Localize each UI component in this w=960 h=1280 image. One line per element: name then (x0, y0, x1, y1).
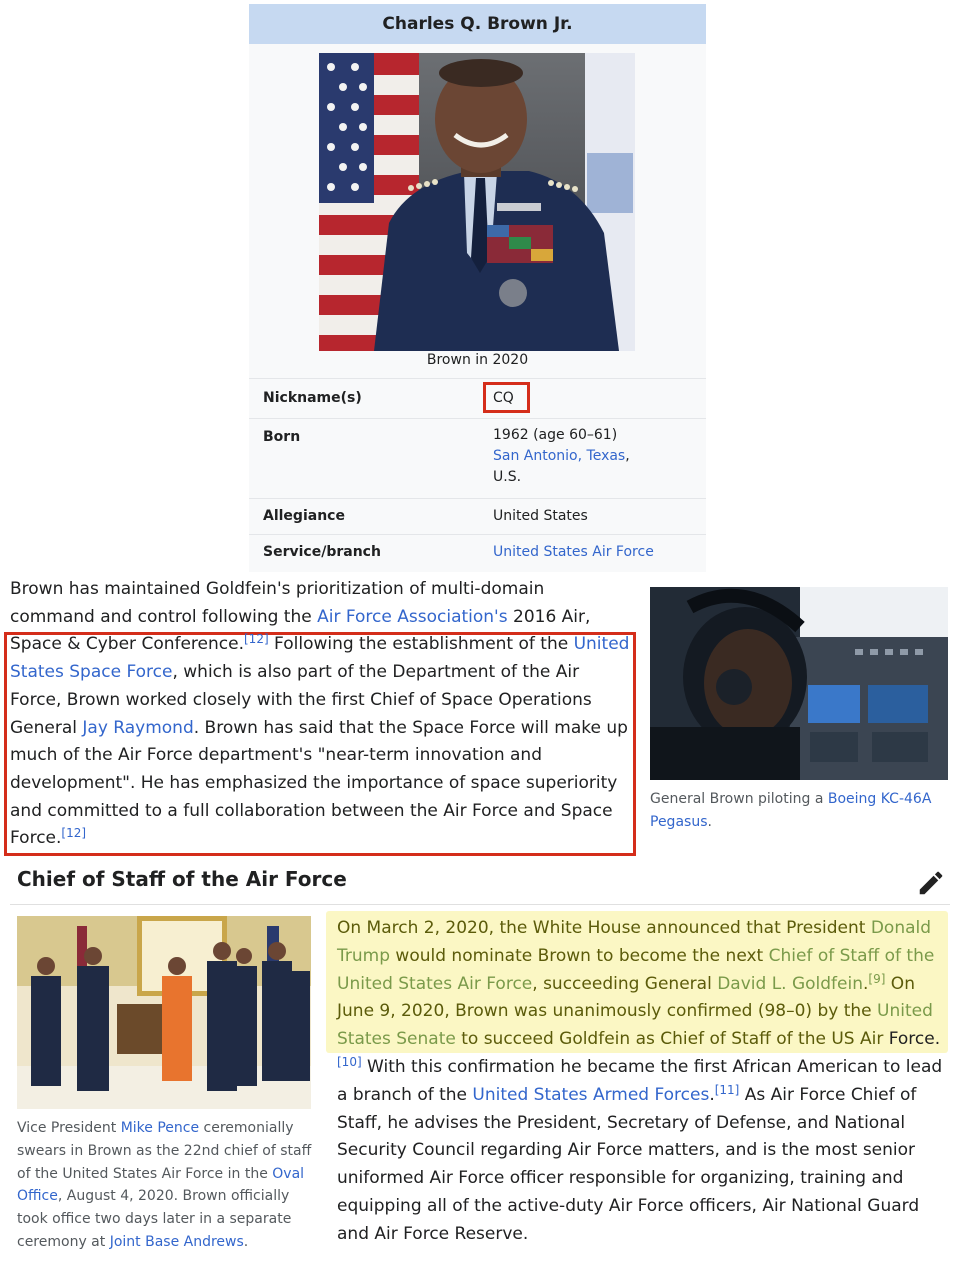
infobox-caption: Brown in 2020 (426, 352, 529, 368)
oval-office-link[interactable]: Oval Office (17, 1165, 305, 1205)
text: As Air Force Chief of Staff, he advises the President, Secretary of Defense, and National Security Council regarding Air Force matters, and is the most senior uniformed Air Force officer responsible for organizing, training and equipping all of the active-duty Air Force officers, Air National Guard and Air Force Reserve. (337, 1084, 920, 1244)
reference-11[interactable]: [11] (714, 1082, 740, 1097)
infobox-label: Born (263, 429, 301, 445)
donald-trump-link[interactable]: Donald Trump (337, 918, 932, 966)
us-senate-link[interactable]: United States Senate (337, 1001, 933, 1050)
section-heading: Chief of Staff of the Air Force (17, 867, 347, 891)
infobox-value: CQ (493, 390, 514, 406)
reference-9[interactable]: [9] (868, 971, 886, 986)
infobox (249, 4, 706, 572)
cockpit-illustration (650, 587, 948, 780)
cockpit-photo[interactable] (650, 587, 948, 780)
text: On June 9, 2020, Brown was unanimously confirmed (98–0) by the (337, 973, 915, 1022)
infobox-row-service (249, 534, 706, 572)
birthplace-link[interactable]: San Antonio, Texas (493, 448, 626, 464)
mike-pence-link[interactable]: Mike Pence (120, 1120, 200, 1136)
reference-12[interactable]: [12] (244, 632, 269, 647)
service-branch-link[interactable]: United States Air Force (493, 544, 654, 560)
section-divider (10, 904, 950, 905)
text: With this confirmation he became the first African American to lead a branch of the (337, 1056, 943, 1105)
text: . (709, 1084, 715, 1105)
text: General Brown piloting a (650, 791, 828, 807)
infobox-row-born (249, 418, 706, 498)
text: Following the establishment of the (268, 634, 574, 655)
comma: , (625, 448, 630, 464)
infobox-row-nickname (249, 378, 706, 418)
armed-forces-link[interactable]: United States Armed Forces (472, 1084, 710, 1105)
text: . Brown has said that the Space Force will make up much of the Air Force department's "near-term innovation and development". He has emphasized the importance of space superiority and committed to a full collaboration between the Air Force and Space Force. (10, 717, 628, 849)
oval-office-photo[interactable] (17, 916, 311, 1109)
text: , which is also part of the Department of the Air Force, Brown worked closely with the first Chief of Space Operations General (10, 662, 592, 738)
infobox-value: United States (493, 508, 588, 524)
born-country: U.S. (493, 469, 522, 485)
pencil-icon[interactable] (916, 868, 946, 898)
cockpit-photo-caption (650, 788, 948, 834)
joint-base-andrews-link[interactable]: Joint Base Andrews (109, 1233, 244, 1250)
text: , succeeding General (532, 973, 718, 994)
text: would nominate Brown to become the next (390, 945, 769, 966)
oval-office-illustration (17, 916, 311, 1109)
oval-office-photo-caption (17, 1117, 317, 1254)
infobox-title: Charles Q. Brown Jr. (249, 4, 706, 44)
reference-12[interactable]: [12] (61, 826, 87, 841)
text: , August 4, 2020. Brown officially took office two days later in a separate ceremony at (17, 1188, 292, 1250)
text: to succeed Goldfein as Chief of Staff of the US Air (455, 1029, 884, 1050)
space-force-paragraph (10, 576, 632, 853)
infobox-label: Allegiance (263, 508, 345, 524)
infobox-label: Nickname(s) (263, 390, 362, 406)
space-force-link[interactable]: United States Space Force (10, 634, 630, 683)
jay-raymond-link[interactable]: Jay Raymond (82, 717, 194, 738)
text: Vice President (17, 1120, 121, 1136)
text: . (863, 973, 869, 994)
text: Brown has maintained Goldfein's prioritization of multi-domain command and control following the (10, 579, 545, 627)
portrait-illustration (319, 53, 635, 351)
chief-of-staff-link[interactable]: Chief of Staff of the United States Air Force (337, 945, 935, 994)
born-date: 1962 (age 60–61) (493, 427, 618, 443)
infobox-value (493, 425, 630, 488)
reference-10[interactable]: [10] (337, 1054, 362, 1069)
infobox-row-allegiance (249, 498, 706, 534)
text: . (243, 1233, 249, 1250)
david-goldfein-link[interactable]: David L. Goldfein (717, 973, 863, 994)
text: . (707, 814, 712, 830)
text: On March 2, 2020, the White House announced that President (337, 918, 871, 938)
kc46-link[interactable]: Boeing KC-46A Pegasus (650, 791, 932, 830)
text: 2016 Air, Space & Cyber Conference. (10, 606, 591, 655)
chief-of-staff-paragraph (337, 915, 947, 1249)
text: ceremonially swears in Brown as the 22nd chief of staff of the United States Air Force in the (17, 1120, 312, 1182)
born-place (493, 446, 630, 467)
text: Force. (883, 1029, 941, 1050)
air-force-association-link[interactable]: Air Force Association's (317, 606, 508, 627)
portrait-photo[interactable] (319, 53, 635, 351)
infobox-label: Service/branch (263, 544, 381, 560)
